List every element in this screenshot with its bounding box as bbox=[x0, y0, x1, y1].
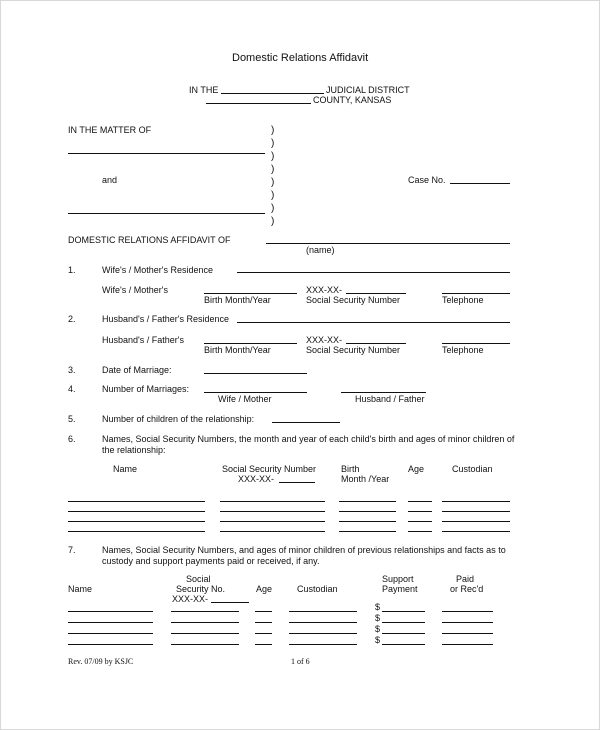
col-paid: Paid bbox=[456, 574, 475, 584]
prev-child-age-field[interactable] bbox=[255, 644, 272, 645]
item-number: 4. bbox=[68, 384, 76, 394]
child-name-field[interactable] bbox=[68, 511, 205, 512]
child-custodian-field[interactable] bbox=[442, 511, 510, 512]
prev-child-name-field[interactable] bbox=[68, 633, 153, 634]
dollar-sign: $ bbox=[375, 613, 381, 623]
birth-month-year-label: Birth Month/Year bbox=[204, 295, 271, 305]
col-custodian: Custodian bbox=[297, 584, 338, 594]
dollar-sign: $ bbox=[375, 602, 381, 612]
name-hint: (name) bbox=[306, 245, 335, 255]
district-field[interactable] bbox=[221, 93, 324, 94]
child-birth-field[interactable] bbox=[339, 521, 396, 522]
support-payment-field[interactable] bbox=[382, 611, 425, 612]
prev-child-custodian-field[interactable] bbox=[289, 611, 357, 612]
bracket-paren: ) bbox=[271, 125, 275, 136]
col-age: Age bbox=[256, 584, 273, 594]
item7-text: Names, Social Security Numbers, and ages of minor children of previous relationships and facts as to bbox=[102, 545, 506, 555]
prev-child-name-field[interactable] bbox=[68, 622, 153, 623]
item-number: 3. bbox=[68, 365, 76, 375]
wife-birth-field[interactable] bbox=[204, 293, 297, 294]
dollar-sign: $ bbox=[375, 635, 381, 645]
item-number: 5. bbox=[68, 414, 76, 424]
case-no-field[interactable] bbox=[450, 183, 510, 184]
child-name-field[interactable] bbox=[68, 501, 205, 502]
page-number: 1 of 6 bbox=[291, 657, 310, 666]
col-name: Name bbox=[68, 584, 93, 594]
item6-text: Names, Social Security Numbers, the month and year of each child's birth and ages of minor children of bbox=[102, 434, 515, 444]
affiant-name-field[interactable] bbox=[266, 243, 510, 244]
child-ssn-field[interactable] bbox=[220, 511, 325, 512]
item-number: 2. bbox=[68, 314, 76, 324]
child-age-field[interactable] bbox=[408, 521, 432, 522]
ssn-prefix: XXX-XX- bbox=[306, 285, 343, 295]
date-marriage-label: Date of Marriage: bbox=[102, 365, 172, 375]
col-social: Social bbox=[186, 574, 211, 584]
prev-child-age-field[interactable] bbox=[255, 611, 272, 612]
paid-recd-field[interactable] bbox=[442, 611, 493, 612]
col-security-no: Security No. bbox=[176, 584, 226, 594]
prev-child-ssn-field[interactable] bbox=[171, 611, 239, 612]
ssn-header-field[interactable] bbox=[211, 602, 249, 603]
ssn-prefix: XXX-XX- bbox=[172, 594, 209, 604]
paid-recd-field[interactable] bbox=[442, 633, 493, 634]
col-ssn: Social Security Number bbox=[222, 464, 317, 474]
wife-telephone-field[interactable] bbox=[442, 293, 510, 294]
prev-child-ssn-field[interactable] bbox=[171, 633, 239, 634]
prev-child-ssn-field[interactable] bbox=[171, 622, 239, 623]
child-age-field[interactable] bbox=[408, 531, 432, 532]
col-payment: Payment bbox=[382, 584, 418, 594]
col-birth: Month /Year bbox=[341, 474, 390, 484]
ssn-prefix: XXX-XX- bbox=[306, 335, 343, 345]
wife-residence-label: Wife's / Mother's Residence bbox=[102, 265, 213, 275]
bracket-paren: ) bbox=[271, 138, 275, 149]
husband-father-sublabel: Husband / Father bbox=[355, 394, 425, 404]
prev-child-name-field[interactable] bbox=[68, 611, 153, 612]
wife-residence-field[interactable] bbox=[237, 272, 510, 273]
item6-text: the relationship: bbox=[102, 445, 166, 455]
support-payment-field[interactable] bbox=[382, 644, 425, 645]
col-age: Age bbox=[408, 464, 425, 474]
ssn-label: Social Security Number bbox=[306, 345, 401, 355]
child-birth-field[interactable] bbox=[339, 501, 396, 502]
bracket-paren: ) bbox=[271, 203, 275, 214]
husband-father-label: Husband's / Father's bbox=[102, 335, 184, 345]
party1-field[interactable] bbox=[68, 153, 265, 154]
child-ssn-field[interactable] bbox=[220, 501, 325, 502]
num-marriages-label: Number of Marriages: bbox=[102, 384, 190, 394]
affidavit-of-label: DOMESTIC RELATIONS AFFIDAVIT OF bbox=[68, 235, 231, 245]
telephone-label: Telephone bbox=[442, 345, 484, 355]
bracket-paren: ) bbox=[271, 151, 275, 162]
document-title: Domestic Relations Affidavit bbox=[232, 52, 369, 64]
county-field[interactable] bbox=[206, 103, 311, 104]
husband-ssn-field[interactable] bbox=[346, 343, 406, 344]
child-ssn-field[interactable] bbox=[220, 531, 325, 532]
child-custodian-field[interactable] bbox=[442, 521, 510, 522]
in-the-label: IN THE bbox=[189, 85, 219, 95]
child-custodian-field[interactable] bbox=[442, 531, 510, 532]
col-name: Name bbox=[113, 464, 138, 474]
wife-mother-label: Wife's / Mother's bbox=[102, 285, 168, 295]
in-matter-label: IN THE MATTER OF bbox=[68, 125, 152, 135]
prev-child-custodian-field[interactable] bbox=[289, 633, 357, 634]
revision-note: Rev. 07/09 by KSJC bbox=[68, 657, 134, 666]
col-birth: Birth bbox=[341, 464, 360, 474]
birth-month-year-label: Birth Month/Year bbox=[204, 345, 271, 355]
child-name-field[interactable] bbox=[68, 531, 205, 532]
item-number: 1. bbox=[68, 265, 76, 275]
bracket-paren: ) bbox=[271, 177, 275, 188]
item-number: 6. bbox=[68, 434, 76, 444]
ssn-label: Social Security Number bbox=[306, 295, 401, 305]
prev-child-custodian-field[interactable] bbox=[289, 622, 357, 623]
date-marriage-field[interactable] bbox=[204, 373, 307, 374]
ssn-header-field[interactable] bbox=[279, 482, 315, 483]
dollar-sign: $ bbox=[375, 624, 381, 634]
child-birth-field[interactable] bbox=[339, 531, 396, 532]
wife-marriages-field[interactable] bbox=[204, 392, 307, 393]
husband-residence-label: Husband's / Father's Residence bbox=[102, 314, 230, 324]
num-children-label: Number of children of the relationship: bbox=[102, 414, 255, 424]
child-custodian-field[interactable] bbox=[442, 501, 510, 502]
prev-child-age-field[interactable] bbox=[255, 622, 272, 623]
prev-child-age-field[interactable] bbox=[255, 633, 272, 634]
wife-mother-sublabel: Wife / Mother bbox=[218, 394, 272, 404]
support-payment-field[interactable] bbox=[382, 633, 425, 634]
prev-child-ssn-field[interactable] bbox=[171, 644, 239, 645]
support-payment-field[interactable] bbox=[382, 622, 425, 623]
child-age-field[interactable] bbox=[408, 501, 432, 502]
telephone-label: Telephone bbox=[442, 295, 484, 305]
and-label: and bbox=[102, 175, 118, 185]
bracket-paren: ) bbox=[271, 216, 275, 227]
case-no-label: Case No. bbox=[408, 175, 446, 185]
wife-ssn-field[interactable] bbox=[346, 293, 406, 294]
county-label: COUNTY, KANSAS bbox=[313, 95, 392, 105]
party2-field[interactable] bbox=[68, 213, 265, 214]
item7-text: custody and support payments paid or received, if any. bbox=[102, 556, 320, 566]
col-custodian: Custodian bbox=[452, 464, 493, 474]
num-children-field[interactable] bbox=[272, 422, 340, 423]
col-support: Support bbox=[382, 574, 414, 584]
judicial-district-label: JUDICIAL DISTRICT bbox=[326, 85, 410, 95]
husband-marriages-field[interactable] bbox=[341, 392, 426, 393]
child-age-field[interactable] bbox=[408, 511, 432, 512]
bracket-paren: ) bbox=[271, 190, 275, 201]
col-or-recd: or Rec'd bbox=[450, 584, 484, 594]
husband-telephone-field[interactable] bbox=[442, 343, 510, 344]
ssn-prefix: XXX-XX- bbox=[238, 474, 275, 484]
prev-child-name-field[interactable] bbox=[68, 644, 153, 645]
child-name-field[interactable] bbox=[68, 521, 205, 522]
husband-birth-field[interactable] bbox=[204, 343, 297, 344]
paid-recd-field[interactable] bbox=[442, 644, 493, 645]
bracket-paren: ) bbox=[271, 164, 275, 175]
child-ssn-field[interactable] bbox=[220, 521, 325, 522]
prev-child-custodian-field[interactable] bbox=[289, 644, 357, 645]
child-birth-field[interactable] bbox=[339, 511, 396, 512]
item-number: 7. bbox=[68, 545, 76, 555]
paid-recd-field[interactable] bbox=[442, 622, 493, 623]
husband-residence-field[interactable] bbox=[237, 322, 510, 323]
